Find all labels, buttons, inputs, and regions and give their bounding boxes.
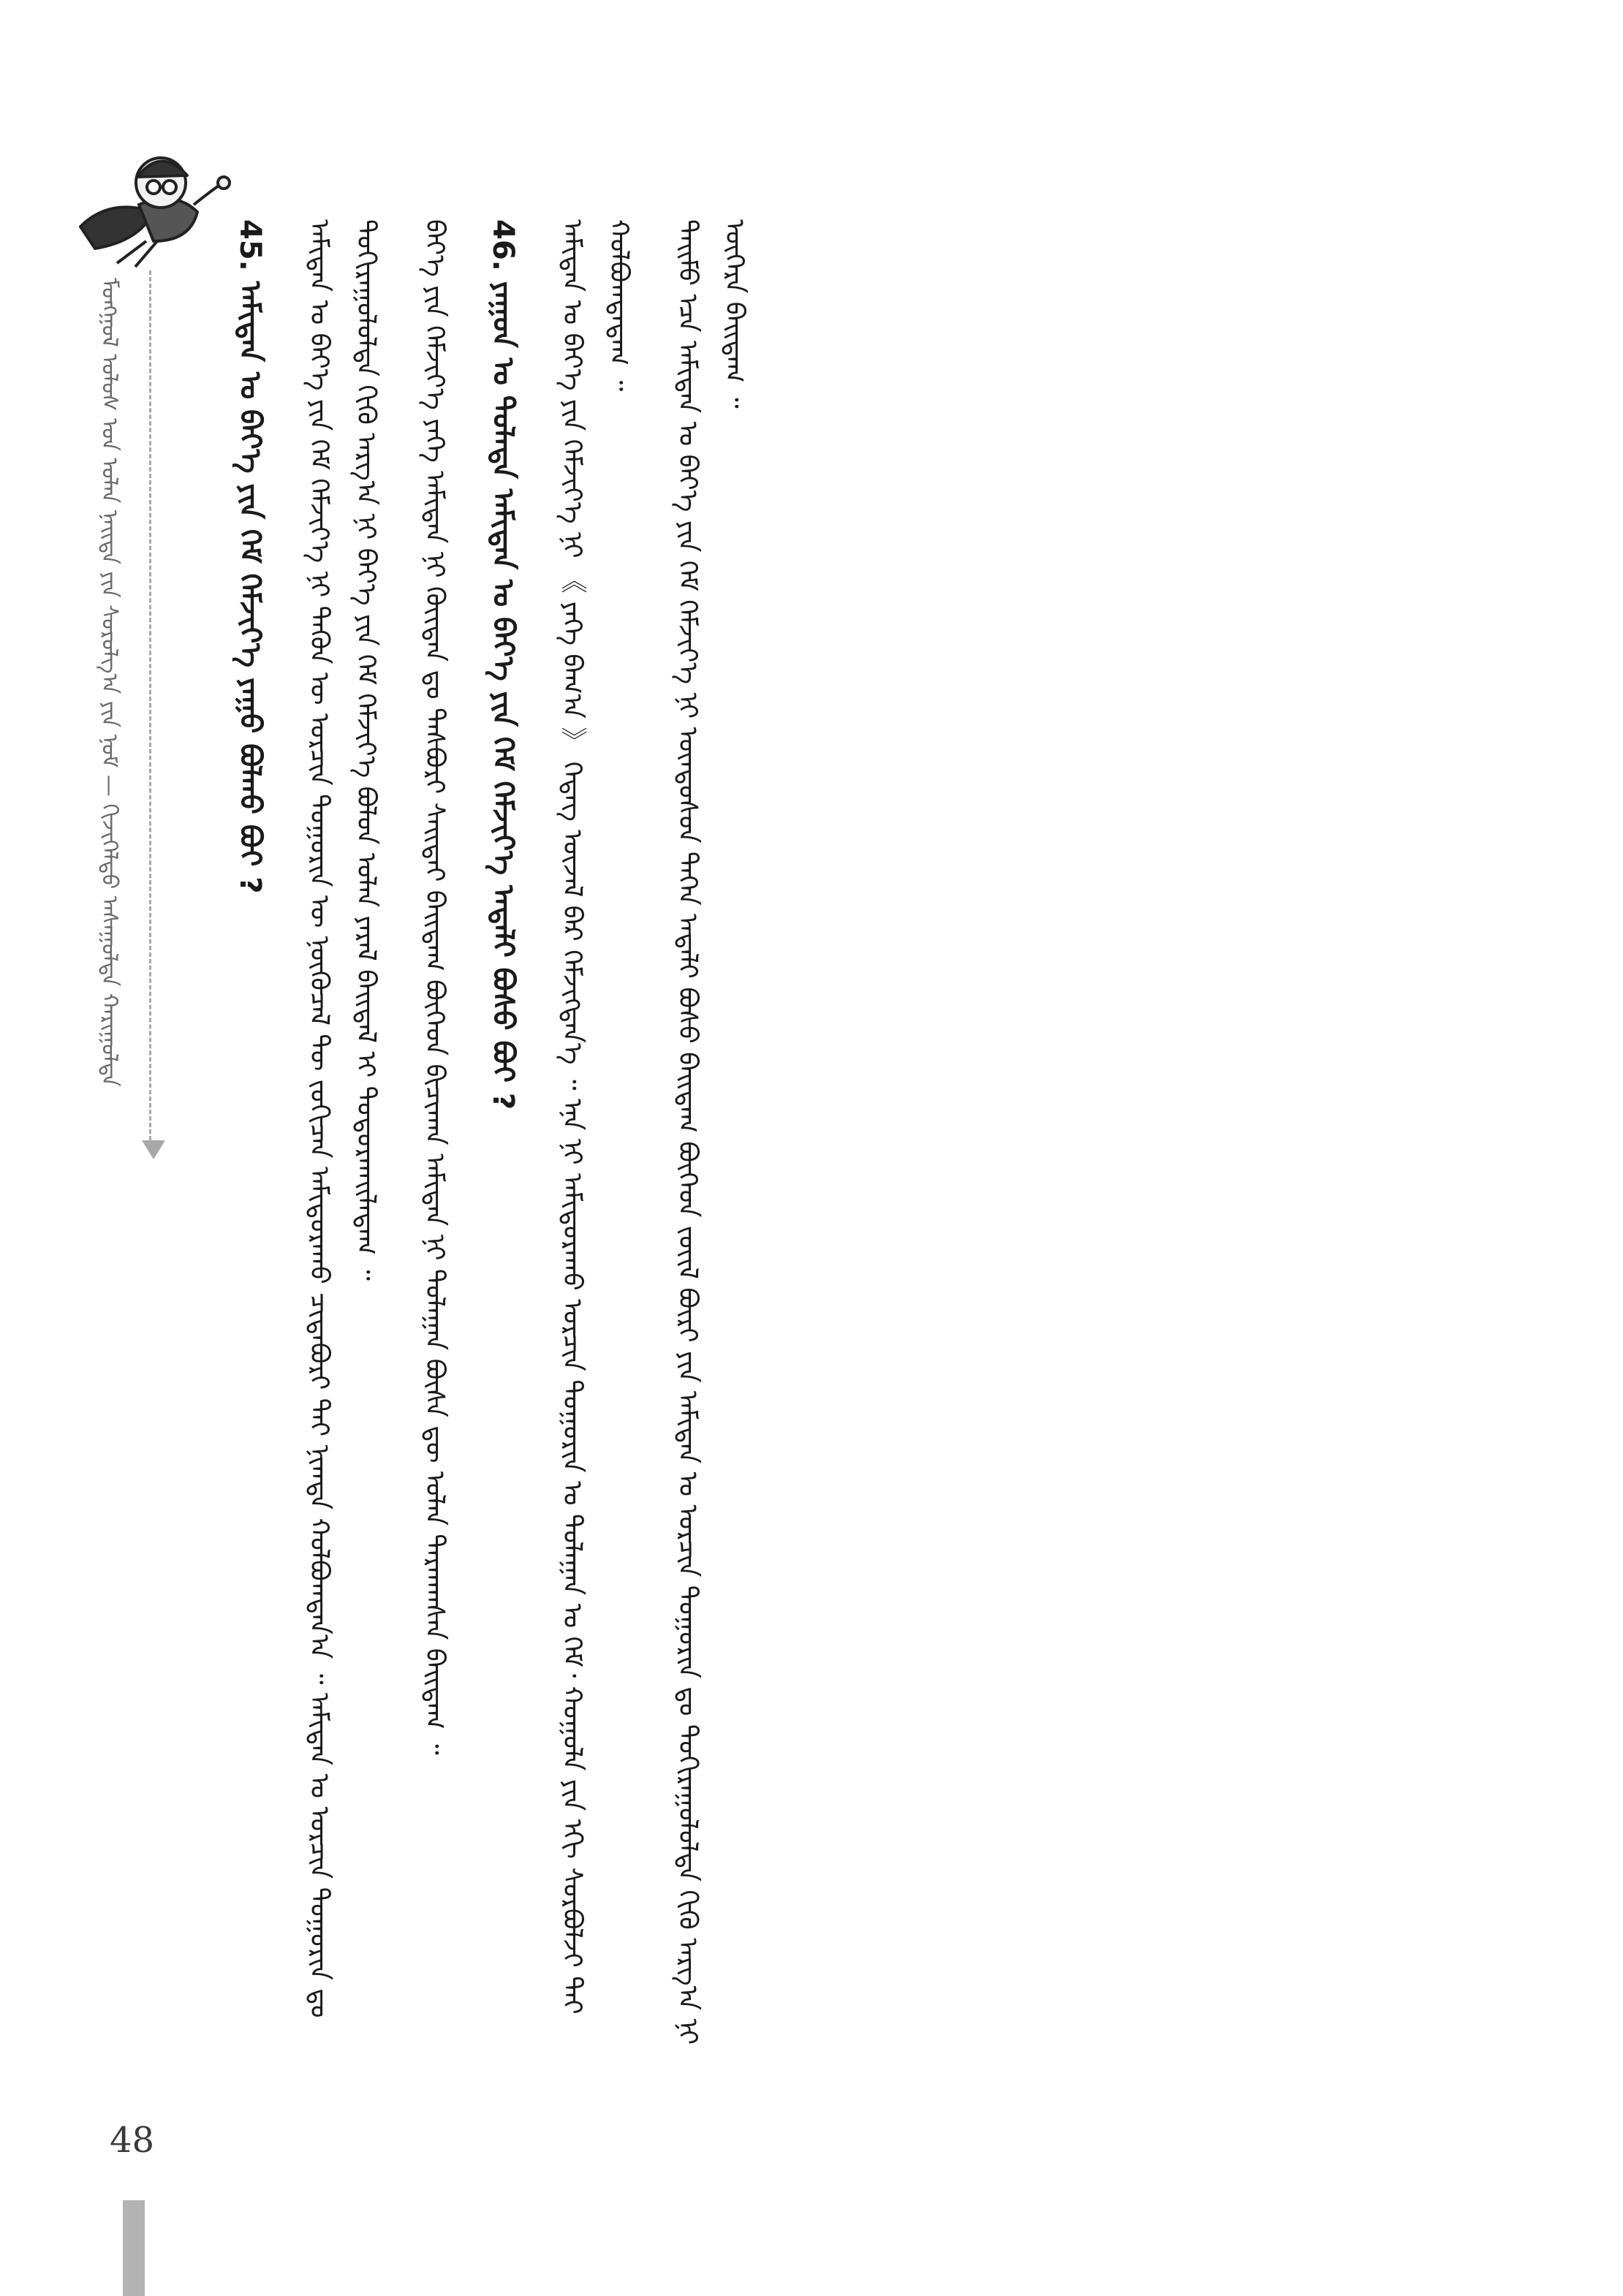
page-number: 48 (110, 2120, 155, 2161)
paragraph: ᠠᠮᠢᠲᠠᠨ ᠤ ᠪᠡᠶ᠎ᠡ ᠶᠢᠨ ᠬᠡᠮᠵᠢᠶ᠎ᠡ ᠨᠢ 《 ᠶᠡᠬᠡ ᠪᠠᠭ᠎ᠠ 》 ᠭᠡᠳᠡᠭ ᠦᠵᠡᠯ ᠪᠠᠷ ᠬᠡᠮᠵᠢᠭᠳᠡᠨ᠎ᠡ ᠃ ᠡᠨᠡ ᠨᠢ ᠠᠮᠢᠳᠤᠷᠠᠬᠤ ᠣᠷᠴᠢᠨ ᠲᠣᠭᠣᠷᠢᠨ ᠤ ᠳᠤᠯᠠᠭᠠᠨ ᠤ ᠬᠡᠮ᠂ ᠬᠣᠭᠣᠯᠠ ᠶᠢᠨ ᠡᠬᠢ ᠰᠤᠷᠪᠤᠯᠵᠢ ᠲᠠᠢ ᠬᠣᠯᠪᠣᠭᠳᠠᠳᠠᠭ ᠃ (557, 219, 634, 2015)
paragraph: ᠪᠡᠶ᠎ᠡ ᠶᠢᠨ ᠬᠡᠮᠵᠢᠶ᠎ᠡ ᠶᠡᠬᠡ ᠠᠮᠢᠲᠠᠨ ᠨᠢ ᠬᠦᠢᠲᠡᠨ ᠳᠤ ᠲᠡᠰᠪᠦᠷᠢ ᠰᠠᠢᠲᠠᠢ ᠪᠠᠢᠳᠠᠭ ᠪᠥᠭᠡᠳ ᠪᠢᠴᠢᠬᠠᠨ ᠠᠮᠢᠲᠠᠨ ᠨᠢ ᠳᠤᠯᠠᠭᠠᠨ ᠪᠥᠰᠡ ᠳᠦ ᠣᠯᠠᠨ ᠲᠠᠷᠬᠠᠭᠰᠠᠨ ᠪᠠᠢᠳᠠᠭ ᠃ (420, 219, 450, 1755)
header-divider (149, 270, 151, 1140)
section-heading: 45. ᠠᠮᠢᠲᠠᠨ ᠤ ᠪᠡᠶ᠎ᠡ ᠶᠢᠨ ᠬᠡᠮ ᠬᠡᠮᠵᠢᠶ᠎ᠡ ᠶᠠᠭᠤ ᠪᠣᠯᠬᠤ ᠪᠤᠢ ? (233, 219, 267, 894)
main-text (227, 219, 1469, 2120)
section-heading: 46. ᠶᠠᠭᠤᠨ ᠤ ᠲᠤᠯᠠᠳᠠ ᠠᠮᠢᠲᠠᠨ ᠤ ᠪᠡᠶ᠎ᠡ ᠶᠢᠨ ᠬᠡᠮ ᠬᠡᠮᠵᠢᠶ᠎ᠡ ᠠᠳᠠᠯᠢ ᠪᠤᠰᠤ ᠪᠤᠢ ? (486, 219, 520, 1110)
mascot-illustration (66, 124, 234, 270)
paragraph: ᠠᠮᠢᠲᠠᠨ ᠤ ᠪᠡᠶ᠎ᠡ ᠶᠢᠨ ᠬᠡᠮ ᠬᠡᠮᠵᠢᠶ᠎ᠡ ᠨᠢ ᠲᠡᠭᠦᠨ ᠦ ᠣᠷᠴᠢᠨ ᠲᠣᠭᠣᠷᠢᠨ ᠦ ᠨᠥᠬᠦᠴᠡᠯ ᠲᠦ ᠵᠣᠬᠢᠴᠠᠨ ᠠᠮᠢᠳᠤᠷᠠᠬᠤ ᠴᠢᠳᠠᠪᠤᠷᠢ ᠲᠠᠢ ᠨᠢᠭᠲᠠ ᠬᠣᠯᠪᠣᠭᠳᠠᠨ᠎ᠠ ᠃ ᠠᠮᠢᠲᠠᠨ ᠤ ᠣᠷᠴᠢᠨ ᠲᠣᠭᠣᠷᠢᠨ ᠳᠤ ᠲᠣᠬᠢᠷᠠᠭᠤᠯᠤᠯᠲᠠ ᠬᠢᠬᠦ ᠠᠷᠭ᠎ᠠ ᠨᠢ ᠪᠡᠶ᠎ᠡ ᠶᠢᠨ ᠬᠡᠮ ᠬᠡᠮᠵᠢᠶ᠎ᠡ ᠪᠣᠯᠤᠨ ᠣᠯᠠᠨ ᠶᠠᠷᠠᠯ ᠪᠠᠢᠳᠠᠯ ᠢ ᠲᠣᠳᠤᠷᠬᠠᠢᠯᠠᠳᠠᠭ ᠃ (304, 219, 381, 2018)
section-45 (227, 219, 757, 2091)
running-head-text: ᠮᠣᠩᠭᠣᠯ ᠤᠯᠤᠰ ᠤᠨ ᠣᠯᠠᠨ ᠨᠡᠢᠲᠡ ᠶᠢᠨ ᠰᠤᠷᠤᠯᠭ᠎ᠠ ᠶᠢᠨ ᠨᠣᠮ — ᠬᠢᠵᠢᠭᠡᠯᠲᠦ ᠠᠰᠠᠭᠤᠯᠲᠠ ᠬᠠᠷᠢᠭᠤᠯᠲᠠ (97, 278, 122, 1087)
running-head (94, 278, 145, 1104)
flying-boy-icon (80, 158, 230, 267)
page-edge-bar (123, 2200, 145, 2296)
paragraph: ᠲᠡᠢᠮᠦ ᠡᠴᠡ ᠠᠮᠢᠲᠠᠨ ᠤ ᠪᠡᠶ᠎ᠡ ᠶᠢᠨ ᠬᠡᠮ ᠬᠡᠮᠵᠢᠶ᠎ᠡ ᠨᠢ ᠦᠨᠳᠦᠰᠦᠨ ᠳᠡᠭᠡᠨ ᠠᠳᠠᠯᠢ ᠪᠤᠰᠤ ᠪᠠᠢᠳᠠᠭ ᠪᠥᠭᠡᠳ ᠵᠦᠢᠯ ᠪᠦᠷᠢ ᠶᠢᠨ ᠠᠮᠢᠲᠠᠨ ᠤ ᠣᠷᠴᠢᠨ ᠲᠣᠭᠣᠷᠢᠨ ᠳᠤ ᠲᠣᠬᠢᠷᠠᠭᠤᠯᠤᠯᠲᠠ ᠬᠢᠬᠦ ᠠᠷᠭ᠎ᠠ ᠨᠢ ᠥᠭᠡᠷᠡ ᠪᠠᠢᠳᠠᠭ ᠃ (673, 219, 749, 2045)
divider-arrow-icon (142, 1140, 165, 1159)
